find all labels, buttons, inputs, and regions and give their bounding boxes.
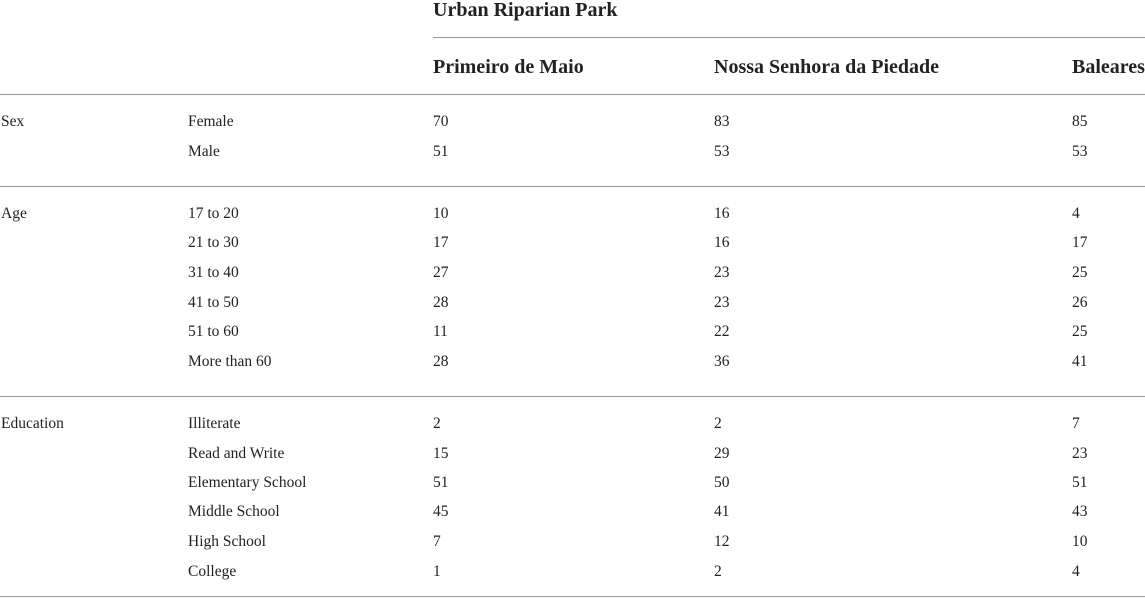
row-label: College xyxy=(188,563,237,580)
cell-value: 16 xyxy=(714,205,730,222)
row-label: Middle School xyxy=(188,503,280,520)
row-label: 21 to 30 xyxy=(188,234,239,251)
cell-value: 25 xyxy=(1072,264,1088,281)
cell-value: 85 xyxy=(1072,113,1088,130)
cell-value: 22 xyxy=(714,323,730,340)
column-header-nossa-senhora: Nossa Senhora da Piedade xyxy=(714,56,940,78)
cell-value: 41 xyxy=(714,503,730,520)
category-label: Education xyxy=(1,415,64,432)
column-header-primeiro: Primeiro de Maio xyxy=(433,56,584,78)
bottom-rule xyxy=(0,596,1145,597)
cell-value: 11 xyxy=(433,323,448,340)
row-label: High School xyxy=(188,533,266,550)
cell-value: 50 xyxy=(714,474,730,491)
row-label: 51 to 60 xyxy=(188,323,239,340)
row-label: More than 60 xyxy=(188,353,272,370)
cell-value: 17 xyxy=(1072,234,1088,251)
row-label: Male xyxy=(188,143,220,160)
cell-value: 45 xyxy=(433,503,449,520)
cell-value: 53 xyxy=(714,143,730,160)
cell-value: 4 xyxy=(1072,563,1080,580)
cell-value: 83 xyxy=(714,113,730,130)
category-label: Sex xyxy=(1,113,25,130)
cell-value: 2 xyxy=(714,415,722,432)
cell-value: 17 xyxy=(433,234,449,251)
row-label: Read and Write xyxy=(188,445,285,462)
cell-value: 70 xyxy=(433,113,449,130)
row-label: Elementary School xyxy=(188,474,307,491)
cell-value: 2 xyxy=(714,563,722,580)
group-header: Urban Riparian Park xyxy=(433,0,618,21)
cell-value: 7 xyxy=(433,533,441,550)
cell-value: 10 xyxy=(433,205,449,222)
cell-value: 26 xyxy=(1072,294,1088,311)
cell-value: 4 xyxy=(1072,205,1080,222)
row-label: 31 to 40 xyxy=(188,264,239,281)
cell-value: 41 xyxy=(1072,353,1088,370)
cell-value: 15 xyxy=(433,445,449,462)
cell-value: 36 xyxy=(714,353,730,370)
cell-value: 28 xyxy=(433,353,449,370)
cell-value: 16 xyxy=(714,234,730,251)
section-rule xyxy=(0,396,1145,397)
cell-value: 23 xyxy=(1072,445,1088,462)
row-label: Illiterate xyxy=(188,415,241,432)
header-rule xyxy=(0,94,1145,95)
cell-value: 27 xyxy=(433,264,449,281)
cell-value: 53 xyxy=(1072,143,1088,160)
cell-value: 51 xyxy=(433,474,449,491)
cell-value: 29 xyxy=(714,445,730,462)
cell-value: 10 xyxy=(1072,533,1088,550)
row-label: 17 to 20 xyxy=(188,205,239,222)
cell-value: 28 xyxy=(433,294,449,311)
column-header-baleares: Baleares xyxy=(1072,56,1145,78)
cell-value: 12 xyxy=(714,533,730,550)
row-label: 41 to 50 xyxy=(188,294,239,311)
row-label: Female xyxy=(188,113,234,130)
cell-value: 25 xyxy=(1072,323,1088,340)
cell-value: 43 xyxy=(1072,503,1088,520)
cell-value: 51 xyxy=(1072,474,1088,491)
cell-value: 7 xyxy=(1072,415,1080,432)
cell-value: 51 xyxy=(433,143,449,160)
cell-value: 23 xyxy=(714,264,730,281)
category-label: Age xyxy=(1,205,27,222)
group-header-rule xyxy=(433,37,1145,38)
cell-value: 2 xyxy=(433,415,441,432)
cell-value: 23 xyxy=(714,294,730,311)
section-rule xyxy=(0,186,1145,187)
cell-value: 1 xyxy=(433,563,441,580)
